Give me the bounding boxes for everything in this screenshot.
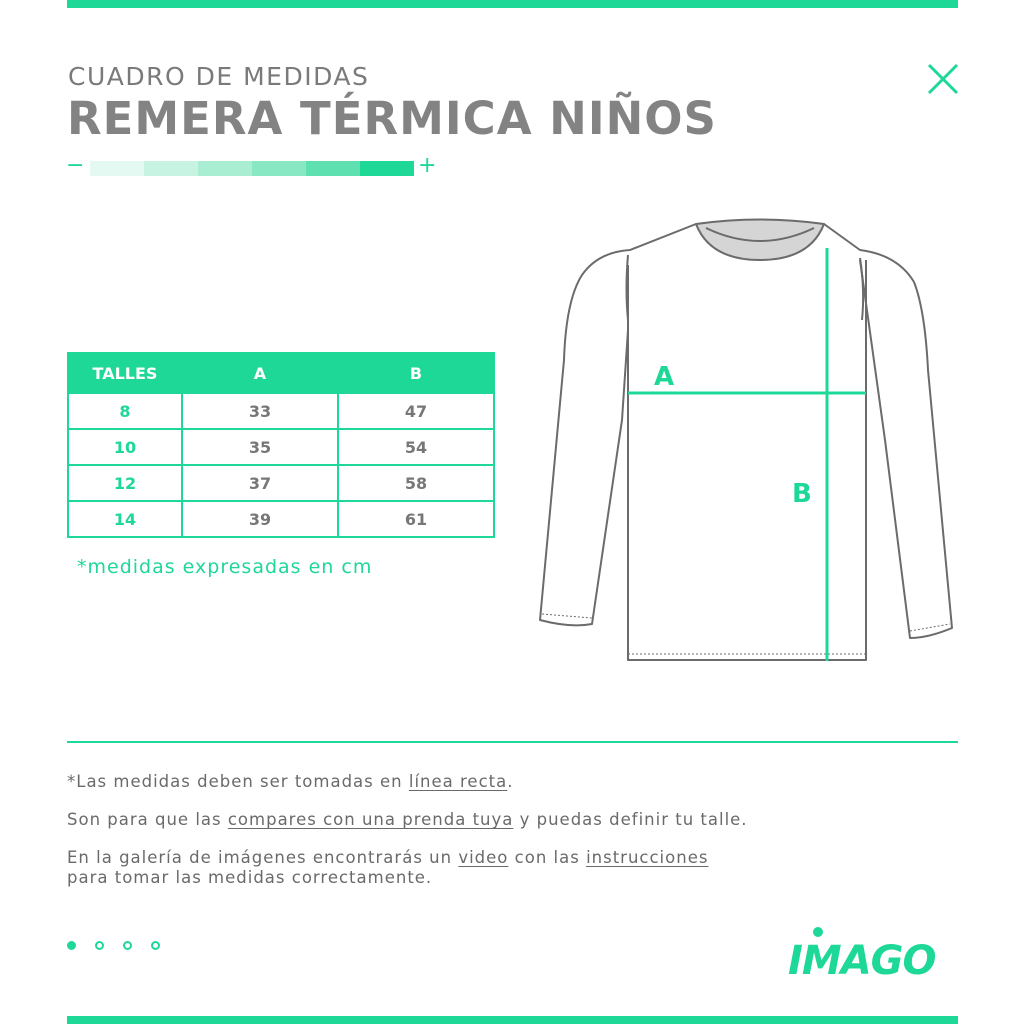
cell-a: 39 xyxy=(182,501,338,537)
bottom-accent-bar xyxy=(67,1016,958,1024)
label-a: A xyxy=(654,362,675,392)
table-row xyxy=(68,429,494,465)
scale-plus-label: + xyxy=(418,153,437,178)
brand-name: IMAGO xyxy=(788,938,936,978)
scale-gradient xyxy=(90,161,414,176)
header-a: A xyxy=(182,353,338,393)
cell-b: 47 xyxy=(338,393,494,429)
table-row xyxy=(68,465,494,501)
scale-segment xyxy=(144,161,198,176)
top-accent-bar xyxy=(67,0,958,8)
cell-b: 58 xyxy=(338,465,494,501)
units-note: *medidas expresadas en cm xyxy=(77,556,373,578)
section-divider xyxy=(67,741,958,743)
pagination-dot[interactable] xyxy=(151,941,160,950)
header-b: B xyxy=(338,353,494,393)
scale-minus-label: − xyxy=(66,153,85,178)
shirt-diagram xyxy=(530,210,960,670)
cell-a: 35 xyxy=(182,429,338,465)
page-title: REMERA TÉRMICA NIÑOS xyxy=(67,92,717,145)
cell-a: 33 xyxy=(182,393,338,429)
link-instrucciones[interactable]: instrucciones xyxy=(586,848,709,867)
scale-segment xyxy=(360,161,414,176)
scale-segment xyxy=(198,161,252,176)
pagination-dot[interactable] xyxy=(95,941,104,950)
cell-talle: 12 xyxy=(68,465,182,501)
info-line-2: Son para que las compares con una prenda tuya y puedas definir tu talle. xyxy=(67,810,748,829)
scale-segment xyxy=(306,161,360,176)
scale-segment xyxy=(90,161,144,176)
pagination-dot[interactable] xyxy=(123,941,132,950)
table-row xyxy=(68,393,494,429)
link-linea-recta[interactable]: línea recta xyxy=(408,772,508,791)
pagination-dots xyxy=(67,941,160,950)
label-b: B xyxy=(792,479,812,509)
fit-scale xyxy=(66,153,446,181)
close-icon[interactable] xyxy=(926,62,960,96)
cell-a: 37 xyxy=(182,465,338,501)
size-table xyxy=(67,352,495,538)
cell-b: 61 xyxy=(338,501,494,537)
header-talles: TALLES xyxy=(68,353,182,393)
info-line-4: para tomar las medidas correctamente. xyxy=(67,868,433,887)
scale-segment xyxy=(252,161,306,176)
link-compares[interactable]: compares con una prenda tuya xyxy=(227,810,514,829)
cell-talle: 10 xyxy=(68,429,182,465)
table-row xyxy=(68,501,494,537)
cell-b: 54 xyxy=(338,429,494,465)
pagination-dot[interactable] xyxy=(67,941,76,950)
info-line-3: En la galería de imágenes encontrarás un video con las instrucciones xyxy=(67,848,709,867)
info-line-1: *Las medidas deben ser tomadas en línea recta. xyxy=(67,772,514,791)
cell-talle: 14 xyxy=(68,501,182,537)
shirt-outline xyxy=(540,220,952,661)
imago-logo xyxy=(788,926,960,978)
page-subtitle: CUADRO DE MEDIDAS xyxy=(68,62,370,91)
link-video[interactable]: video xyxy=(458,848,509,867)
cell-talle: 8 xyxy=(68,393,182,429)
